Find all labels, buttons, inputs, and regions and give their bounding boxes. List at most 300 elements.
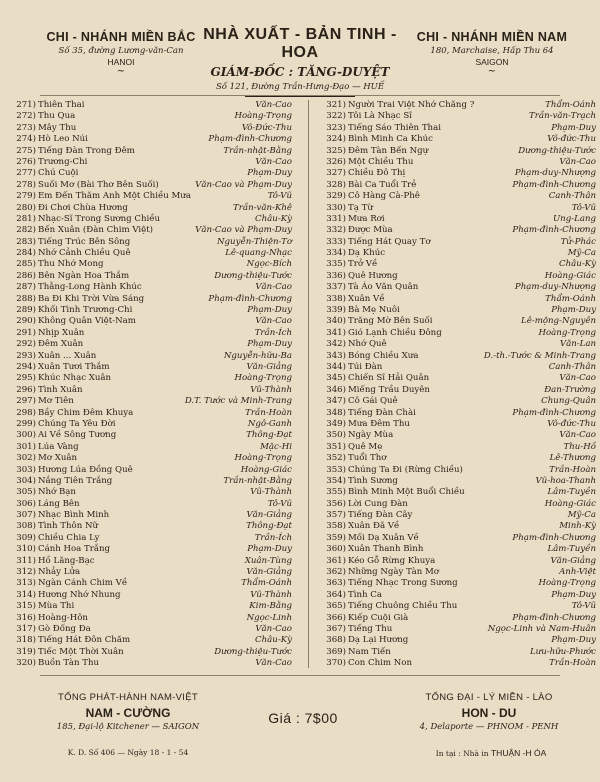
song-composer: Văn-Cao [255, 658, 292, 669]
song-title: Tình Xuân [38, 384, 83, 395]
song-title: Thiên Thai [38, 100, 85, 110]
song-number: 357) [326, 510, 346, 521]
song-title: Dạ Lại Hương [348, 635, 409, 646]
song-number: 291) [16, 327, 36, 338]
song-composer: Vũ-Thành [250, 384, 292, 395]
song-number: 309) [16, 532, 36, 543]
flourish-icon: ~ [116, 66, 126, 77]
song-title: Tuổi Thơ [348, 453, 387, 464]
song-composer: D.T. Tước và Minh-Trang [184, 396, 292, 407]
song-composer: Tô-Vũ [267, 498, 292, 509]
song-number: 272) [16, 111, 36, 122]
north-branch-address: Số 35, đường Lương-văn-Can [58, 46, 184, 56]
song-title: Nhịp Xuân [38, 327, 85, 338]
song-composer: Văn-Cao [559, 156, 596, 167]
song-title: Ngày Mùa [348, 430, 394, 441]
song-title: Nhớ Bạn [38, 487, 76, 498]
song-composer: Văn-Giảng [246, 567, 292, 578]
song-number: 367) [326, 623, 346, 634]
south-branch-city: SAIGON [475, 57, 509, 67]
song-title: Không Quân Việt-Nam [38, 316, 136, 327]
song-row [6, 532, 292, 544]
song-title: Lúa Vàng [38, 441, 79, 452]
song-title: Xuân ... Xuân [38, 350, 97, 361]
song-row [6, 544, 292, 555]
song-title: Bầy Chim Đêm Khuya [38, 407, 134, 418]
song-number: 295) [16, 373, 36, 384]
song-title: Thu Qua [38, 111, 76, 122]
song-composer: Văn-Cao [559, 373, 596, 384]
song-composer: Thẩm-Oánh [545, 293, 596, 304]
song-number: 278) [16, 179, 36, 190]
song-title: Xuân Về [348, 293, 385, 304]
song-number: 350) [326, 430, 346, 441]
song-row [316, 168, 596, 179]
song-composer: Văn-Giảng [246, 510, 292, 521]
song-number: 279) [16, 191, 36, 202]
song-title: Tiếng Sáo Thiên Thai [348, 122, 441, 133]
song-composer: Tô-Vũ [571, 601, 596, 612]
song-number: 351) [326, 441, 346, 452]
song-composer: Ngọc-Bích [246, 259, 292, 270]
agent-heading: TỔNG ĐẠI - LÝ MIỀN - LÀO [425, 692, 553, 703]
song-title: Tiếng Đàn Trong Đêm [38, 145, 135, 156]
song-row [6, 350, 292, 362]
song-title: Thằng-Long Hành Khúc [38, 282, 142, 293]
song-title: Quê Mẹ [348, 441, 383, 452]
song-number: 343) [326, 350, 346, 361]
song-row [316, 248, 596, 259]
song-number: 271) [16, 100, 36, 110]
song-title: Tiếng Thu [348, 623, 393, 634]
publisher-title: NHÀ XUẤT - BẢN TINH - HOA [203, 26, 397, 61]
song-title: Tình Sương [348, 475, 398, 486]
song-title: Mưa Đêm Thu [348, 418, 410, 429]
song-row [316, 658, 596, 669]
song-title: Tạ Từ [348, 202, 373, 213]
song-title: Mưa Rơi [348, 213, 385, 224]
north-branch-city: HANOI [107, 57, 135, 67]
song-title: Mơ Tiên [38, 396, 74, 407]
song-title: Lời Cung Đàn [348, 498, 408, 509]
song-title: Tình Ca [348, 589, 382, 600]
song-composer: Phạm-Duy [247, 339, 292, 350]
song-title: Bóng Chiều Xưa [348, 350, 419, 361]
song-row [6, 202, 292, 214]
header-divider [40, 95, 560, 96]
song-composer: Văn-Cao [255, 316, 292, 327]
song-composer: Vũ-Thành [250, 487, 292, 498]
song-number: 326) [326, 156, 346, 167]
song-row [316, 556, 596, 567]
song-number: 335) [326, 259, 346, 270]
song-composer: Minh-Kỳ [559, 521, 596, 532]
song-title: Bà Mẹ Nuôi [348, 305, 400, 316]
printer-line [406, 748, 576, 758]
song-composer: Võ-đức-Thu [547, 134, 596, 145]
song-row [316, 419, 596, 430]
song-row [316, 396, 596, 407]
song-number: 331) [326, 213, 346, 224]
song-number: 323) [326, 122, 346, 133]
song-composer: Phạm-duy-Nhượng [514, 168, 596, 179]
song-composer: Phạm-đình-Chương [512, 179, 596, 190]
printer-name: THUẬN -H ÓA [490, 748, 547, 758]
song-composer: Ngọc-Linh [246, 612, 292, 623]
song-composer: Hoàng-Giác [544, 498, 596, 509]
song-title: Ai Về Sông Tương [38, 430, 117, 441]
song-row [6, 361, 292, 373]
song-composer: Vũ-Thành [250, 589, 292, 600]
song-number: 324) [326, 134, 346, 145]
song-number: 338) [326, 293, 346, 304]
song-number: 277) [16, 168, 36, 179]
song-number: 276) [16, 156, 36, 167]
song-composer: Phạm-Duy [247, 305, 292, 316]
song-composer: Hoàng-Trọng [234, 453, 292, 464]
song-composer: Phạm-đình-Chương [512, 612, 596, 623]
song-title: Tình Thôn Nữ [38, 521, 99, 532]
song-composer: Xuân-Tùng [244, 555, 292, 566]
song-row [316, 362, 596, 373]
song-row [6, 612, 292, 624]
song-number: 297) [16, 396, 36, 407]
song-composer: Phạm-Duy [551, 122, 596, 133]
song-composer: Ung-Lang [552, 213, 596, 224]
song-number: 306) [16, 498, 36, 509]
song-row [316, 453, 596, 464]
song-title: Đêm Tàn Bến Ngự [348, 145, 429, 156]
song-composer: Phạm-Duy [551, 635, 596, 646]
publisher-block [190, 26, 410, 97]
song-row [316, 476, 596, 487]
song-title: Bình Minh Ca Khúc [348, 134, 433, 145]
song-number: 369) [326, 646, 346, 657]
song-composer: Thông-Đạt [246, 521, 292, 532]
song-row [6, 248, 292, 259]
song-title: Gò Đống Đa [38, 623, 91, 634]
song-composer: Phạm-đình-Chương [208, 134, 292, 145]
printer-prefix: In tại : Nhà in [435, 749, 489, 758]
song-number: 341) [326, 327, 346, 338]
song-number: 330) [326, 202, 346, 213]
publisher-divider [245, 96, 355, 97]
song-composer: Dương-thiệu-Tước [214, 646, 292, 657]
song-row [6, 100, 292, 111]
song-number: 318) [16, 635, 36, 646]
song-number: 347) [326, 396, 346, 407]
song-composer: Châu-Kỳ [255, 213, 292, 224]
song-row [6, 213, 292, 225]
song-composer: Ngô-Ganh [247, 418, 292, 429]
song-row [316, 624, 596, 635]
song-number: 300) [16, 430, 36, 441]
song-number: 293) [16, 350, 36, 361]
song-title: Trương-Chi [38, 156, 88, 167]
song-composer: Văn-Cao [559, 430, 596, 441]
song-number: 301) [16, 441, 36, 452]
song-number: 299) [16, 418, 36, 429]
song-composer: Phạm-đình-Chương [512, 407, 596, 418]
song-title: Tiếng Đàn Chài [348, 407, 416, 418]
song-row [316, 590, 596, 601]
song-number: 284) [16, 248, 36, 259]
song-row [6, 521, 292, 532]
song-number: 311) [16, 555, 36, 566]
song-title: Tiếng Nhạc Trong Sương [348, 578, 458, 589]
song-title: Nhạc-Sĩ Trong Sương Chiều [38, 213, 161, 224]
song-number: 314) [16, 589, 36, 600]
song-number: 283) [16, 236, 36, 247]
song-title: Nhạc Bình Minh [38, 510, 110, 521]
song-number: 345) [326, 373, 346, 384]
song-title: Tiếng Chuông Chiều Thu [348, 601, 458, 612]
song-number: 342) [326, 339, 346, 350]
song-row [6, 293, 292, 305]
song-number: 307) [16, 510, 36, 521]
song-number: 273) [16, 122, 36, 133]
song-title: Tiếng Hát Quay Tơ [348, 236, 431, 247]
song-row [6, 601, 292, 612]
distributor-heading: TỔNG PHÁT-HÀNH NAM-VIỆT [58, 692, 198, 703]
song-number: 296) [16, 384, 36, 395]
song-row [316, 533, 596, 544]
song-composer: Văn-Cao [255, 100, 292, 110]
song-composer: Trần-nhật-Bằng [223, 475, 292, 486]
song-number: 313) [16, 578, 36, 589]
song-title: Đi Chơi Chùa Hương [38, 202, 128, 213]
song-row [316, 214, 596, 225]
song-row [316, 521, 596, 532]
song-composer: Thẩm-Oánh [241, 578, 292, 589]
song-composer: Canh-Thân [548, 191, 596, 202]
song-composer: Văn-Cao [255, 156, 292, 167]
song-title: Quê Hương [348, 270, 398, 281]
song-row [316, 134, 596, 145]
song-row [6, 168, 292, 179]
song-title: Láng Bên [38, 498, 80, 509]
song-number: 355) [326, 487, 346, 498]
song-row [6, 475, 292, 487]
song-number: 349) [326, 418, 346, 429]
song-title: Tiếc Một Thời Xuân [38, 646, 124, 657]
song-number: 337) [326, 282, 346, 293]
song-title: Mây Thu [38, 122, 77, 133]
song-row [6, 396, 292, 407]
song-title: Kiếp Cuội Già [348, 612, 409, 623]
song-title: Mùa Thi [38, 601, 75, 612]
song-title: Con Chim Non [348, 658, 412, 669]
song-composer: Trần-Ích [254, 532, 292, 543]
song-title: Tiếng Trúc Bên Sông [38, 236, 131, 247]
song-title: Trở Về [348, 259, 378, 270]
song-composer: Trần-văn-Khê [232, 202, 292, 213]
song-row [6, 555, 292, 567]
song-number: 320) [16, 658, 36, 669]
song-number: 322) [326, 111, 346, 122]
song-number: 366) [326, 612, 346, 623]
song-composer: Thẩm-Oánh [545, 100, 596, 110]
song-row [316, 100, 596, 111]
song-title: Mơ Xuân [38, 453, 78, 464]
song-title: Cánh Hoa Trắng [38, 544, 111, 555]
song-composer: Phạm-đình-Chương [512, 532, 596, 543]
song-composer: Hoàng-Trọng [234, 111, 292, 122]
song-row [6, 578, 292, 589]
song-row [6, 589, 292, 601]
song-row [316, 180, 596, 191]
song-title: Được Mùa [348, 225, 393, 236]
song-row [316, 510, 596, 521]
song-title: Dạ Khúc [348, 248, 386, 259]
song-number: 303) [16, 464, 36, 475]
song-row [6, 418, 292, 430]
song-title: Kéo Gỗ Rừng Khuya [348, 555, 436, 566]
song-row [6, 487, 292, 498]
south-branch-address: 180, Marchaise, Hấp Thu 64 [430, 46, 554, 56]
song-row [316, 430, 596, 441]
song-number: 329) [326, 191, 346, 202]
song-row [316, 408, 596, 419]
song-composer: Lâm-Tuyền [547, 487, 596, 498]
song-composer: Lê-Thương [549, 453, 596, 464]
song-row [316, 123, 596, 134]
song-title: Suối Mơ (Bài Thơ Bên Suối) [38, 179, 159, 190]
song-row [6, 635, 292, 646]
song-composer: Ngọc-Linh và Nam-Huân [487, 623, 596, 634]
song-title: Chiều Chia Ly [38, 532, 100, 543]
song-row [6, 270, 292, 282]
song-row [316, 601, 596, 612]
song-title: Khúc Nhạc Xuân [38, 373, 112, 384]
song-row [316, 305, 596, 316]
song-composer: Nguyễn-Thiện-Tơ [217, 236, 292, 247]
song-composer: Dương-thiệu-Tước [214, 270, 292, 281]
publisher-address: Số 121, Đường Trần-Hưng-Đạo — HUẾ [215, 82, 385, 92]
song-title: Miếng Trầu Duyên [348, 384, 430, 395]
north-branch-title: CHI - NHÁNH MIỀN BẮC [46, 30, 196, 44]
song-title: Bến Xuân (Đàn Chim Việt) [38, 225, 154, 236]
song-title: Tiếng Đàn Cây [348, 510, 413, 521]
song-row [6, 134, 292, 145]
song-row [6, 430, 292, 441]
song-number: 365) [326, 601, 346, 612]
song-number: 319) [16, 646, 36, 657]
song-number: 315) [16, 601, 36, 612]
song-number: 364) [326, 589, 346, 600]
song-list-left [6, 100, 292, 670]
song-title: Tà Áo Văn Quân [348, 282, 419, 293]
song-title: Gió Lạnh Chiều Đông [348, 327, 442, 338]
agent-name: HON - DU [461, 706, 517, 720]
song-number: 358) [326, 521, 346, 532]
song-number: 280) [16, 202, 36, 213]
song-number: 340) [326, 316, 346, 327]
song-composer: Anh-Việt [559, 567, 596, 578]
song-title: Túi Đàn [348, 361, 383, 372]
song-title: Chúng Ta Đi (Rừng Chiều) [348, 464, 463, 475]
song-number: 336) [326, 270, 346, 281]
song-row [316, 647, 596, 658]
song-number: 308) [16, 521, 36, 532]
song-number: 356) [326, 498, 346, 509]
song-number: 298) [16, 407, 36, 418]
song-row [6, 327, 292, 339]
song-composer: Phạm-Duy [551, 589, 596, 600]
song-row [6, 236, 292, 248]
song-composer: Văn-Giảng [550, 555, 596, 566]
song-title: Khối Tình Trương-Chi [38, 305, 133, 316]
song-composer: Thu-Hồ [563, 441, 596, 452]
song-row [6, 282, 292, 293]
song-row [316, 237, 596, 248]
song-composer: Chung-Quân [541, 396, 596, 407]
song-number: 281) [16, 213, 36, 224]
distributor-name: NAM - CƯỜNG [85, 706, 171, 720]
song-number: 285) [16, 259, 36, 270]
song-row [316, 328, 596, 339]
song-row [6, 510, 292, 521]
song-row [316, 373, 596, 384]
song-row [6, 179, 292, 191]
song-row [316, 487, 596, 498]
song-title: Hoàng-Hôn [38, 612, 88, 623]
song-composer: Mặc-Hi [260, 441, 292, 452]
song-title: Bình Minh Một Buổi Chiều [348, 487, 465, 498]
song-number: 305) [16, 487, 36, 498]
song-row [316, 191, 596, 202]
song-composer: Phạm-duy-Nhượng [514, 282, 596, 293]
song-composer: Vũ-hoa-Thanh [535, 475, 596, 486]
song-row [6, 407, 292, 419]
song-composer: Phạm-Duy [247, 168, 292, 179]
song-row [6, 658, 292, 669]
song-title: Xuân Tươi Thắm [38, 361, 110, 372]
song-number: 275) [16, 145, 36, 156]
song-composer: Văn-Cao [255, 623, 292, 634]
flourish-icon: ~ [487, 66, 497, 77]
song-number: 334) [326, 248, 346, 259]
song-title: Tiếng Hát Đôn Chăm [38, 635, 131, 646]
song-number: 359) [326, 532, 346, 543]
song-row [6, 384, 292, 396]
song-number: 368) [326, 635, 346, 646]
song-row [316, 385, 596, 396]
song-composer: Trần-Hoàn [245, 407, 292, 418]
song-number: 328) [326, 179, 346, 190]
song-row [6, 191, 292, 202]
song-row [316, 203, 596, 214]
song-title: Những Ngày Tàn Mơ [348, 567, 439, 578]
song-composer: Trần-nhật-Bằng [223, 145, 292, 156]
song-title: Chúng Ta Yêu Đời [38, 418, 116, 429]
song-row [316, 111, 596, 122]
song-row [6, 259, 292, 270]
song-row [6, 111, 292, 122]
song-row [6, 145, 292, 157]
song-row [316, 635, 596, 646]
song-title: Người Trai Việt Nhớ Chăng ? [348, 100, 475, 110]
song-row [316, 499, 596, 510]
song-title: Chú Cuội [38, 168, 79, 179]
song-composer: Tử-Phác [560, 236, 596, 247]
song-composer: Văn-Cao [255, 282, 292, 293]
song-number: 344) [326, 361, 346, 372]
song-number: 286) [16, 270, 36, 281]
song-number: 325) [326, 145, 346, 156]
song-title: Xuân Đã Về [348, 521, 400, 532]
song-number: 317) [16, 623, 36, 634]
